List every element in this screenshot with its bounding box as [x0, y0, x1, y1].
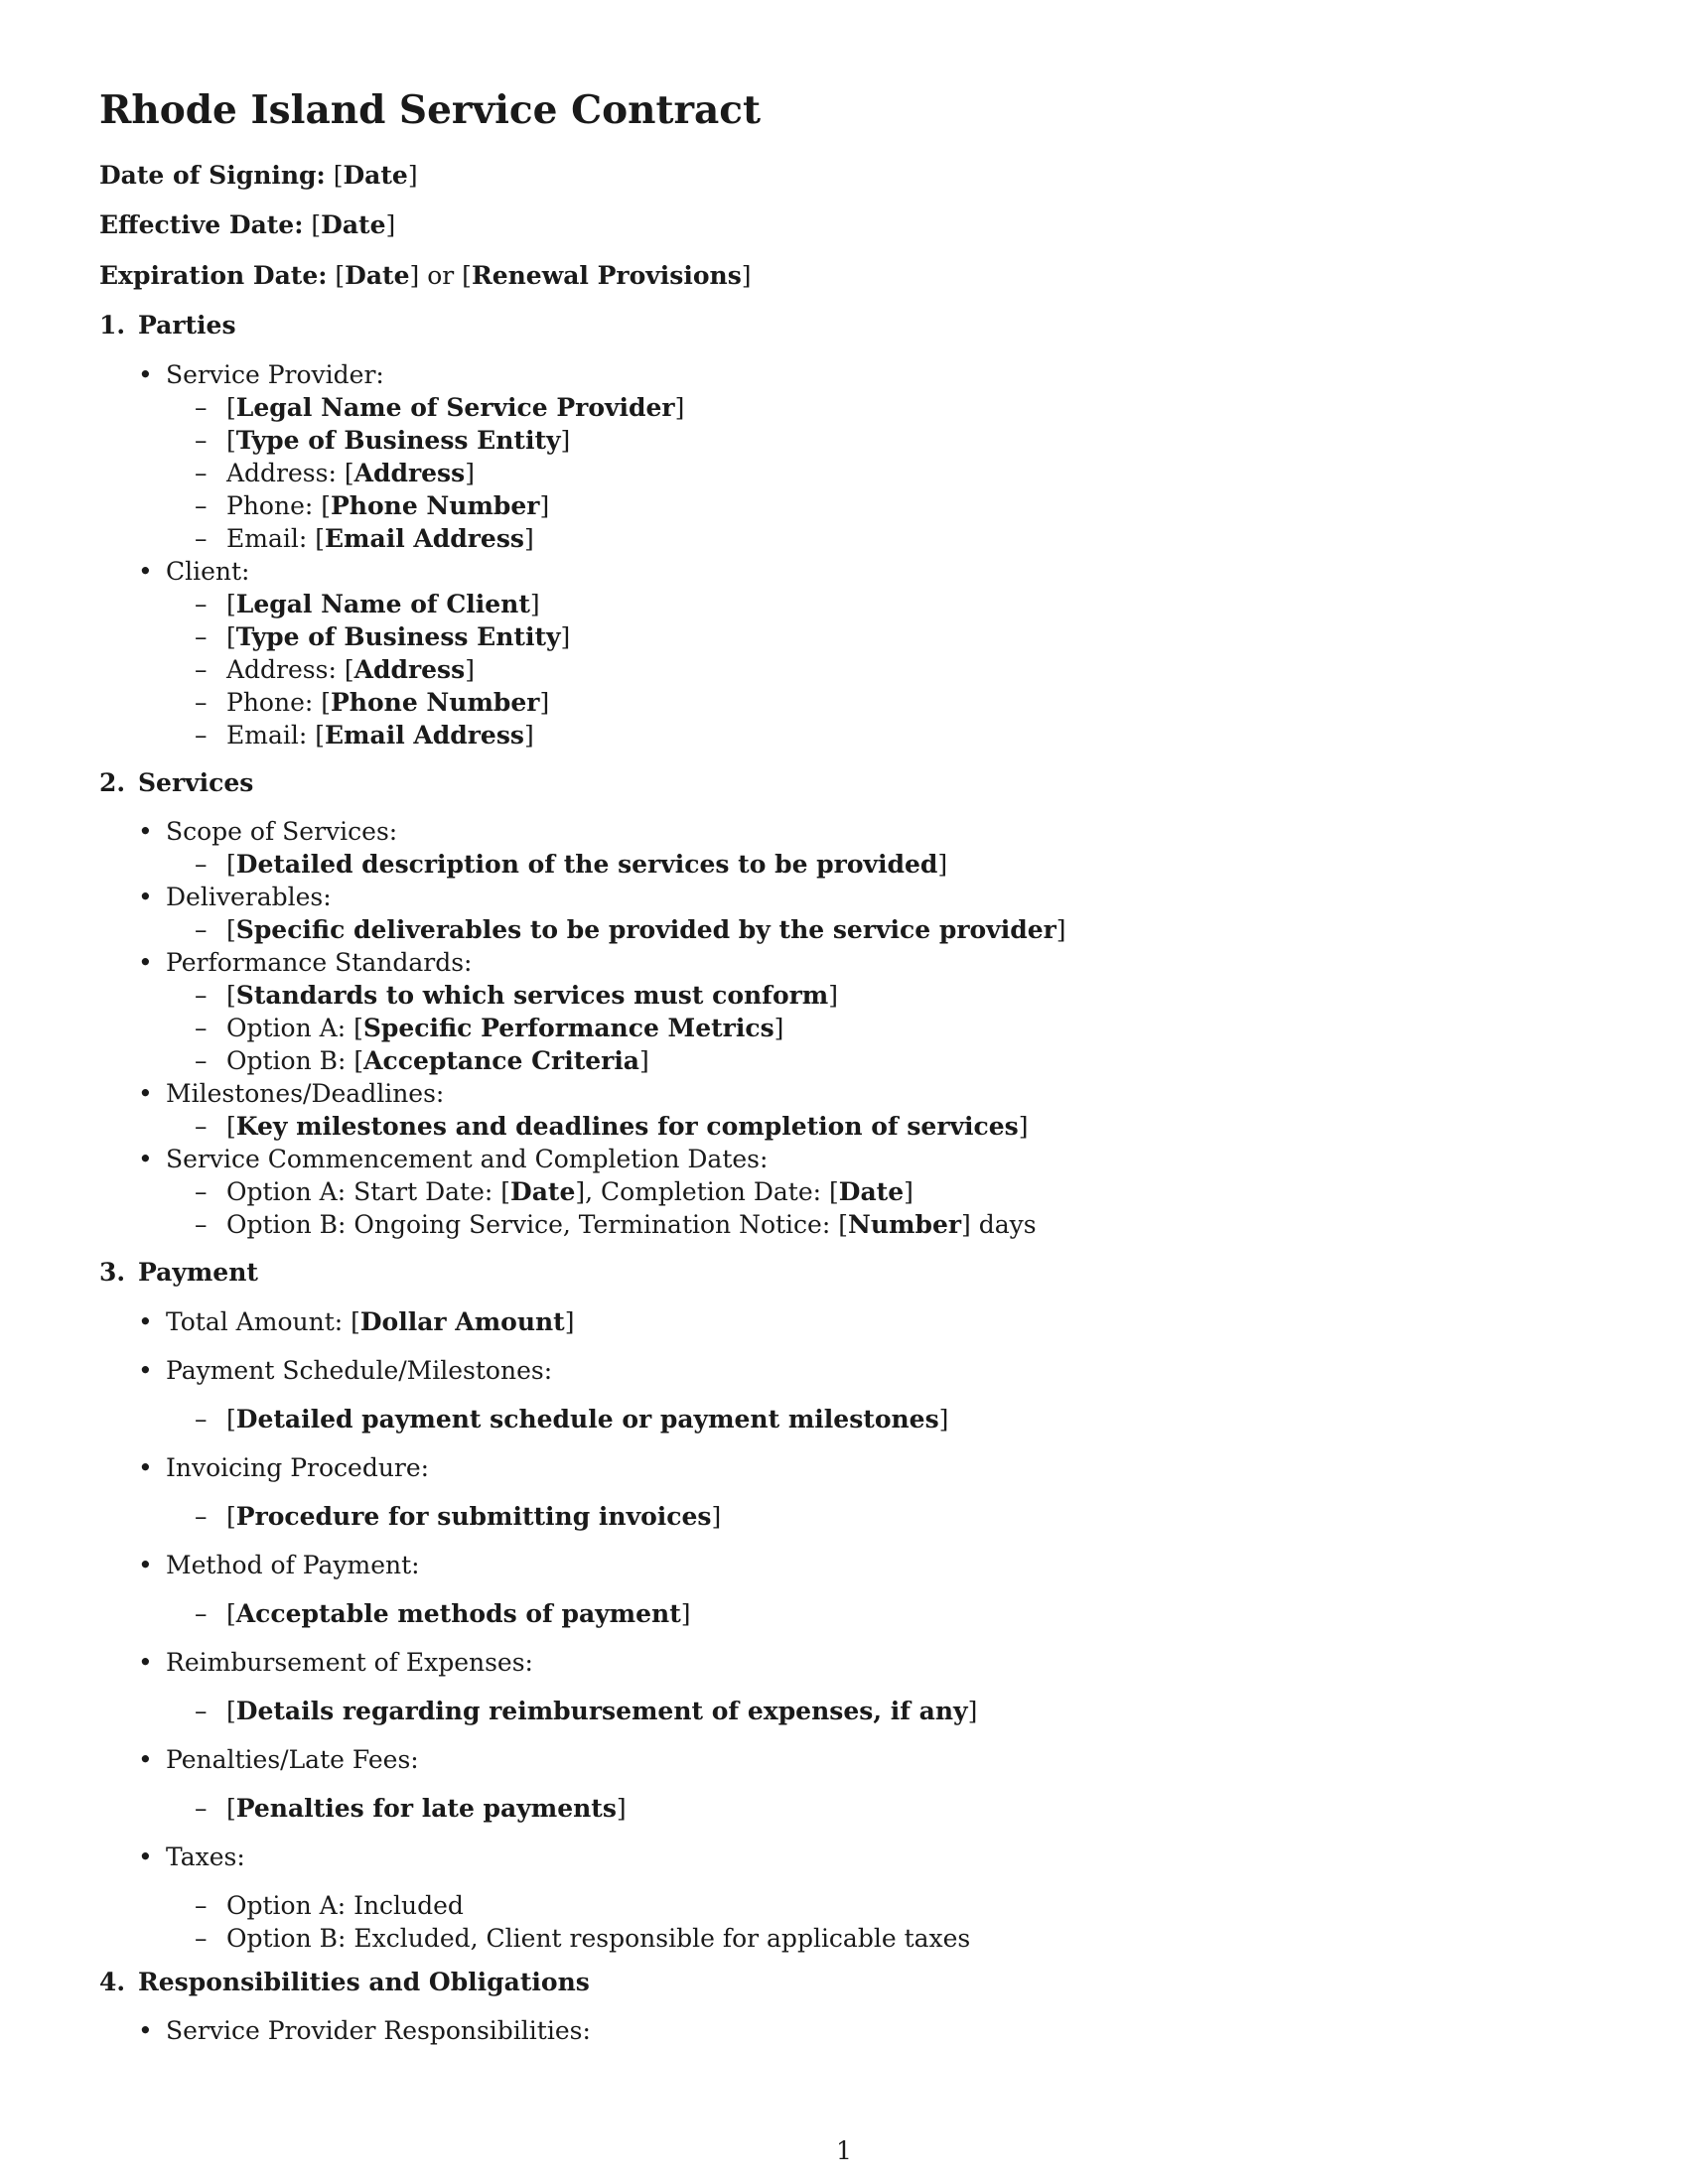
responsibilities-list — [99, 2014, 1589, 2047]
list-item: – Option B: [Acceptance Criteria] — [226, 1044, 1589, 1077]
list-item: – [Acceptable methods of payment] — [226, 1597, 1589, 1630]
list-item: • Penalties/Late Fees: – [Penalties for late payments] — [166, 1743, 1589, 1825]
section-heading: 3. Payment — [99, 1258, 258, 1288]
list-item: – [Detailed payment schedule or payment milestones] — [226, 1403, 1589, 1435]
list-item: • Service Provider: – [Legal Name of Service Provider] – [Type of Business Entity] – Address: [Address] – Phone: [Phone Number] – Email: [Email Address] — [166, 358, 1589, 555]
list-item: – Email: [Email Address] — [226, 522, 1589, 555]
list-item: – [Procedure for submitting invoices] — [226, 1500, 1589, 1533]
list-item: • Service Provider Responsibilities: — [166, 2014, 1589, 2047]
list-item: • Payment Schedule/Milestones: – [Detailed payment schedule or payment milestones] — [166, 1354, 1589, 1435]
list-item: – Phone: [Phone Number] — [226, 686, 1589, 719]
section-heading: 2. Services — [99, 767, 254, 797]
list-item: • Total Amount: [Dollar Amount] — [166, 1305, 1589, 1338]
list-item: – [Detailed description of the services to be provided] — [226, 848, 1589, 881]
payment-list — [99, 1305, 1589, 1955]
list-item: – Address: [Address] — [226, 653, 1589, 686]
page-number: 1 — [836, 2136, 852, 2165]
list-item: – [Penalties for late payments] — [226, 1792, 1589, 1825]
parties-list — [99, 358, 1589, 751]
expiration-date: Expiration Date: [Date] or [Renewal Provisions] — [99, 260, 752, 290]
list-item: • Reimbursement of Expenses: – [Details regarding reimbursement of expenses, if any] — [166, 1646, 1589, 1727]
list-item: – Option A: Start Date: [Date], Completion Date: [Date] — [226, 1175, 1589, 1208]
list-item: – [Specific deliverables to be provided by the service provider] — [226, 913, 1589, 946]
list-item: – Address: [Address] — [226, 457, 1589, 489]
list-item: • Method of Payment: – [Acceptable methods of payment] — [166, 1549, 1589, 1630]
list-item: – [Details regarding reimbursement of expenses, if any] — [226, 1695, 1589, 1727]
section-services — [99, 767, 1589, 1242]
list-item: • Client: – [Legal Name of Client] – [Type of Business Entity] – Address: [Address] – Phone: [Phone Number] – Email: [Email Address] — [166, 555, 1589, 751]
list-item: – [Legal Name of Service Provider] — [226, 391, 1589, 424]
list-item: – Option A: [Specific Performance Metrics] — [226, 1012, 1589, 1044]
section-heading: 4. Responsibilities and Obligations — [99, 1967, 590, 1996]
section-responsibilities — [99, 1967, 1589, 2048]
list-item: – Option B: Excluded, Client responsible for applicable taxes — [226, 1922, 1589, 1955]
list-item: – [Type of Business Entity] — [226, 620, 1589, 653]
list-item: – [Key milestones and deadlines for completion of services] — [226, 1110, 1589, 1143]
list-item: • Service Commencement and Completion Dates: – Option A: Start Date: [Date], Completion Date: [Date] – Option B: Ongoing Service, Termination Notice: [Number] days — [166, 1143, 1589, 1241]
section-parties — [99, 310, 1589, 751]
list-item: • Taxes: – Option A: Included – Option B: Excluded, Client responsible for applicable taxes — [166, 1841, 1589, 1955]
list-item: • Scope of Services: – [Detailed description of the services to be provided] — [166, 815, 1589, 881]
list-item: – Option B: Ongoing Service, Termination Notice: [Number] days — [226, 1208, 1589, 1241]
page-title: Rhode Island Service Contract — [99, 87, 762, 133]
list-item: – [Standards to which services must conform] — [226, 979, 1589, 1012]
list-item: • Performance Standards: – [Standards to which services must conform] – Option A: [Specific Performance Metrics] – Option B: [Acceptance Criteria] — [166, 946, 1589, 1077]
section-heading: 1. Parties — [99, 311, 236, 341]
list-item: • Deliverables: – [Specific deliverables to be provided by the service provider] — [166, 881, 1589, 946]
list-item: – [Legal Name of Client] — [226, 588, 1589, 620]
list-item: • Invoicing Procedure: – [Procedure for submitting invoices] — [166, 1451, 1589, 1533]
effective-date: Effective Date: [Date] — [99, 210, 396, 240]
list-item: – Phone: [Phone Number] — [226, 489, 1589, 522]
date-of-signing: Date of Signing: [Date] — [99, 160, 418, 190]
list-item: – Email: [Email Address] — [226, 719, 1589, 751]
document-page — [99, 87, 1589, 2063]
list-item: • Milestones/Deadlines: – [Key milestones and deadlines for completion of services] — [166, 1077, 1589, 1143]
section-payment — [99, 1257, 1589, 1955]
list-item: – [Type of Business Entity] — [226, 424, 1589, 457]
services-list — [99, 815, 1589, 1241]
list-item: – Option A: Included — [226, 1889, 1589, 1922]
